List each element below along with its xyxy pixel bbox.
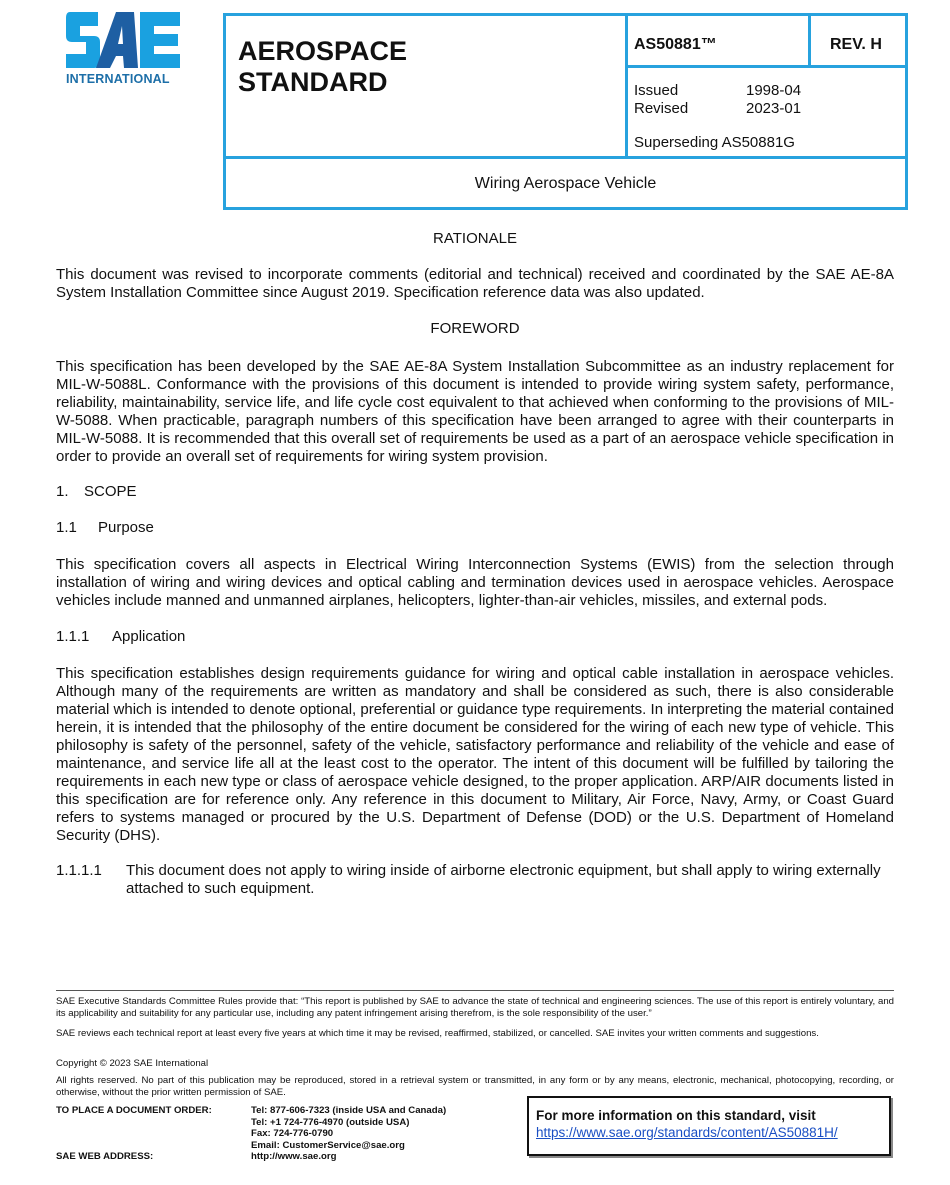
standard-link[interactable]: https://www.sae.org/standards/content/AS50881H/	[536, 1125, 838, 1140]
web-address[interactable]: http://www.sae.org	[251, 1151, 337, 1162]
issued-date: 1998-04	[746, 82, 802, 99]
footer-copyright: Copyright © 2023 SAE International	[56, 1058, 209, 1069]
issued-label: Issued	[634, 82, 679, 99]
section-number: 1.	[56, 483, 69, 500]
revision-label: REV. H	[830, 36, 882, 53]
section-1-heading	[56, 483, 894, 501]
footer-divider	[56, 990, 894, 991]
application-text: This specification establishes design requirements guidance for wiring and optical cable installation in aerospace vehicles. Although many of the requirements are written as mandatory and shall be considered as such, there is also considerable material which is intended to denote optional, preferential or guidance type requirements. In interpreting the material contained herein, it is intended that the philosophy of the entire document be considered for the wiring of each new type of vehicle. This philosophy is safety of the personnel, safety of the vehicle, satisfactory performance and reliability of the vehicle and ease of maintenance, and service life all at the least cost to the operator. The intent of this document will be fulfilled by tailoring the requirements in each new type or class of aerospace vehicle designed, to the proper application. ARP/AIR documents listed in this specification are for reference only. Any reference in this document to Military, Air Force, Navy, Army, or Coast Guard refers to systems managed or procured by the U.S. Department of Defense (DOD) or the U.S. Department of Homeland Security (DHS).	[56, 665, 895, 844]
section-1-1-heading	[56, 519, 894, 537]
rationale-heading: RATIONALE	[433, 230, 517, 247]
section-title: SCOPE	[84, 483, 137, 500]
tel-usa: Tel: 877-606-7323 (inside USA and Canada)	[251, 1105, 447, 1116]
superseding: Superseding AS50881G	[634, 134, 795, 151]
document-subject: Wiring Aerospace Vehicle	[474, 175, 657, 192]
sae-logo-mark	[64, 10, 184, 70]
issue-dates	[634, 82, 801, 118]
rationale-text: This document was revised to incorporate comments (editorial and technical) received and coordinated by the SAE AE-8A System Installation Committee since August 2019. Specification reference data was also updated.	[56, 266, 894, 301]
footer-reviews: SAE reviews each technical report at least every five years at which time it may be revised, reaffirmed, stabilized, or cancelled. SAE invites your written comments and suggestions.	[56, 1028, 819, 1039]
section-1-1-1-heading	[56, 628, 894, 646]
info-heading: For more information on this standard, visit	[536, 1108, 816, 1123]
web-label: SAE WEB ADDRESS:	[56, 1151, 154, 1162]
sae-logo	[64, 10, 194, 90]
section-title: Application	[112, 628, 186, 645]
document-type	[238, 36, 407, 98]
fax: Fax: 724-776-0790	[251, 1128, 334, 1139]
logo-subtitle: INTERNATIONAL	[66, 72, 170, 86]
section-title: Purpose	[98, 519, 154, 536]
revised-date: 2023-01	[746, 100, 802, 117]
document-header-box	[223, 13, 908, 210]
footer-rights: All rights reserved. No part of this publication may be reproduced, stored in a retrieval system or transmitted, in any form or by any means, electronic, mechanical, photocopying, recording, or otherwise, without the prior written permission of SAE.	[56, 1075, 894, 1098]
footer-rules: SAE Executive Standards Committee Rules provide that: “This report is published by SAE to advance the state of technical and engineering sciences. The use of this report is entirely voluntary, and its applicability and suitability for any particular use, including any patent infringement arising therefrom, is the sole responsibility of the user.”	[56, 996, 894, 1019]
tel-intl: Tel: +1 724-776-4970 (outside USA)	[251, 1116, 410, 1128]
revised-label: Revised	[634, 100, 689, 117]
standard-number: AS50881™	[634, 36, 717, 53]
section-number: 1.1.1	[56, 628, 90, 645]
purpose-text: This specification covers all aspects in Electrical Wiring Interconnection Systems (EWIS) from the selection through installation of wiring and wiring devices and optical cabling and termination devices used in aerospace vehicles. Aerospace vehicles include manned and unmanned airplanes, helicopters, lighter-than-air vehicles, missiles, and external pods.	[56, 556, 894, 609]
section-number: 1.1.1.1	[56, 862, 102, 879]
order-label: TO PLACE A DOCUMENT ORDER:	[56, 1105, 212, 1116]
info-box	[527, 1096, 891, 1156]
section-1-1-1-1	[56, 862, 894, 898]
section-text: This document does not apply to wiring inside of airborne electronic equipment, but shall apply to wiring externally attached to such equipment.	[126, 862, 881, 897]
doc-type-line1: AEROSPACE	[238, 36, 408, 66]
section-number: 1.1	[56, 519, 77, 536]
foreword-text: This specification has been developed by the SAE AE-8A System Installation Subcommittee as an industry replacement for MIL-W-5088L. Conformance with the provisions of this document is intended to provide wiring system safety, performance, reliability, maintainability, service life, and life cycle cost equivalent to that achieved when conforming to the provisions of MIL-W-5088. When practicable, paragraph numbers of this specification have been arranged to agree with their counterparts in MIL-W-5088. It is recommended that this overall set of requirements be used as a part of an aerospace vehicle specification in order to provide an overall set of requirements for wiring system provision.	[56, 358, 894, 465]
email: Email: CustomerService@sae.org	[251, 1139, 405, 1151]
doc-type-line2: STANDARD	[238, 67, 388, 97]
foreword-heading: FOREWORD	[430, 320, 520, 337]
